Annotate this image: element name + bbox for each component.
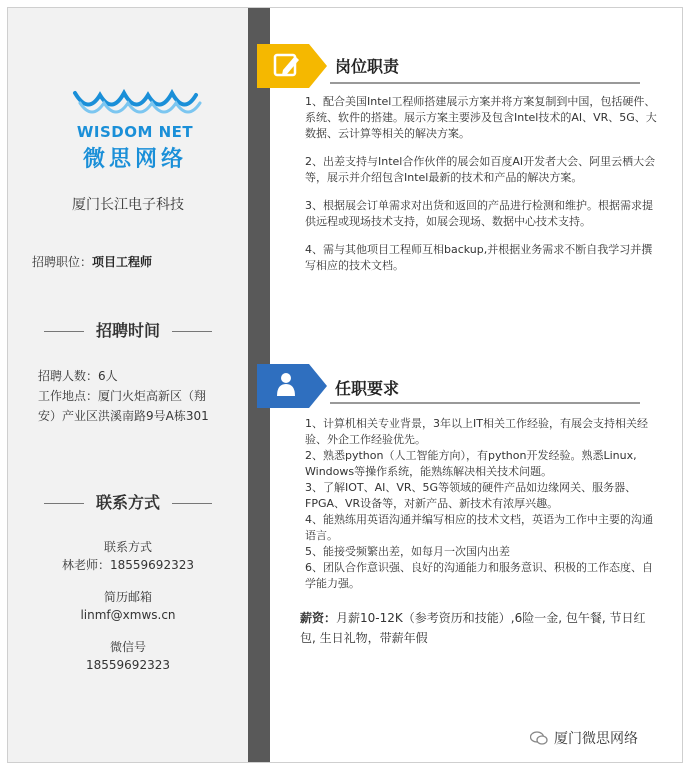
divider [44, 503, 84, 504]
salary-block [300, 608, 656, 648]
email-block [8, 588, 248, 624]
requirement-item: 2、熟悉python（人工智能方向），有python开发经验。熟悉Linux, Windows等操作系统，能熟练解决相关技术问题。 [305, 449, 637, 478]
duties-tag-icon [257, 44, 327, 88]
recruit-info [38, 366, 209, 426]
wechat-block [8, 638, 248, 674]
duties-underline [330, 82, 640, 84]
company-name: 厦门长江电子科技 [72, 197, 184, 213]
requirements-tag-icon [257, 364, 327, 408]
duty-item: 1、配合美国Intel工程师搭建展示方案并将方案复制到中国，包括硬件、系统、软件的搭建。展示方案主要涉及包含Intel技术的AI、VR、5G、大数据、云计算等相关的解决方案。 [305, 95, 657, 140]
wechat-label: 微信号 [109, 640, 146, 654]
wechat-account-footer [530, 728, 638, 748]
divider [44, 331, 84, 332]
contact-label: 联系方式 [103, 540, 152, 554]
position-label: 招聘职位： [32, 255, 93, 269]
contact-section-title [8, 490, 248, 513]
requirement-item: 1、计算机相关专业背景，3年以上IT相关工作经验，有展会支持相关经验、外企工作经验优先。 [305, 417, 648, 446]
requirement-item: 3、了解IOT、AI、VR、5G等领域的硬件产品如边缘网关、服务器、FPGA、VR设备等，对新产品、新技术有浓厚兴趣。 [305, 481, 637, 510]
duties-list [305, 94, 657, 286]
logo-text-cn: 微思网络 [82, 147, 187, 172]
requirement-item: 6、团队合作意识强、良好的沟通能力和服务意识、积极的工作态度、自学能力强。 [305, 561, 653, 590]
job-position [32, 253, 152, 270]
contact-title-text: 联系方式 [95, 493, 160, 512]
contact-person-block [8, 538, 248, 574]
company-logo [60, 85, 210, 175]
contact-value: 林老师：18559692323 [62, 558, 194, 572]
recruit-title-text: 招聘时间 [95, 321, 160, 340]
duties-title: 岗位职责 [335, 57, 400, 76]
duty-item: 2、出差支持与Intel合作伙伴的展会如百度AI开发者大会、阿里云栖大会等，展示并介绍包含Intel最新的技术和产品的解决方案。 [305, 155, 656, 184]
position-value: 项目工程师 [92, 255, 153, 269]
divider [172, 331, 212, 332]
requirements-underline [330, 402, 640, 404]
requirement-item: 5、能接受频繁出差，如每月一次国内出差 [305, 545, 510, 558]
salary-label: 薪资： [300, 611, 337, 625]
salary-value: 月薪10-12K（参考资历和技能）,6险一金, 包午餐, 节日红包, 生日礼物，带薪年假 [300, 611, 646, 645]
location-line1: 工作地点：厦门火炬高新区（翔 [38, 389, 207, 403]
requirement-item: 4、能熟练用英语沟通并编写相应的技术文档，英语为工作中主要的沟通语言。 [305, 513, 653, 542]
headcount: 招聘人数：6人 [38, 369, 118, 383]
requirements-title: 任职要求 [335, 379, 400, 398]
location-line2: 安）产业区洪溪南路9号A栋301 [38, 409, 209, 423]
divider [172, 503, 212, 504]
duty-item: 3、根据展会订单需求对出货和返回的产品进行检测和维护。根据需求提供远程或现场技术支持，如展会现场、数据中心技术支持。 [305, 199, 653, 228]
logo-text-en: WISDOM NET [76, 123, 194, 141]
wechat-value: 18559692323 [86, 658, 170, 672]
requirements-list [305, 416, 657, 592]
email-label: 简历邮箱 [103, 590, 152, 604]
email-value[interactable]: linmf@xmws.cn [80, 608, 176, 622]
wechat-icon [530, 731, 548, 745]
account-name: 厦门微思网络 [554, 731, 638, 747]
wisdom-net-logo-icon [60, 85, 210, 125]
recruit-section-title [8, 318, 248, 341]
duty-item: 4、需与其他项目工程师互相backup,并根据业务需求不断自我学习并撰写相应的技术文档。 [305, 243, 653, 272]
